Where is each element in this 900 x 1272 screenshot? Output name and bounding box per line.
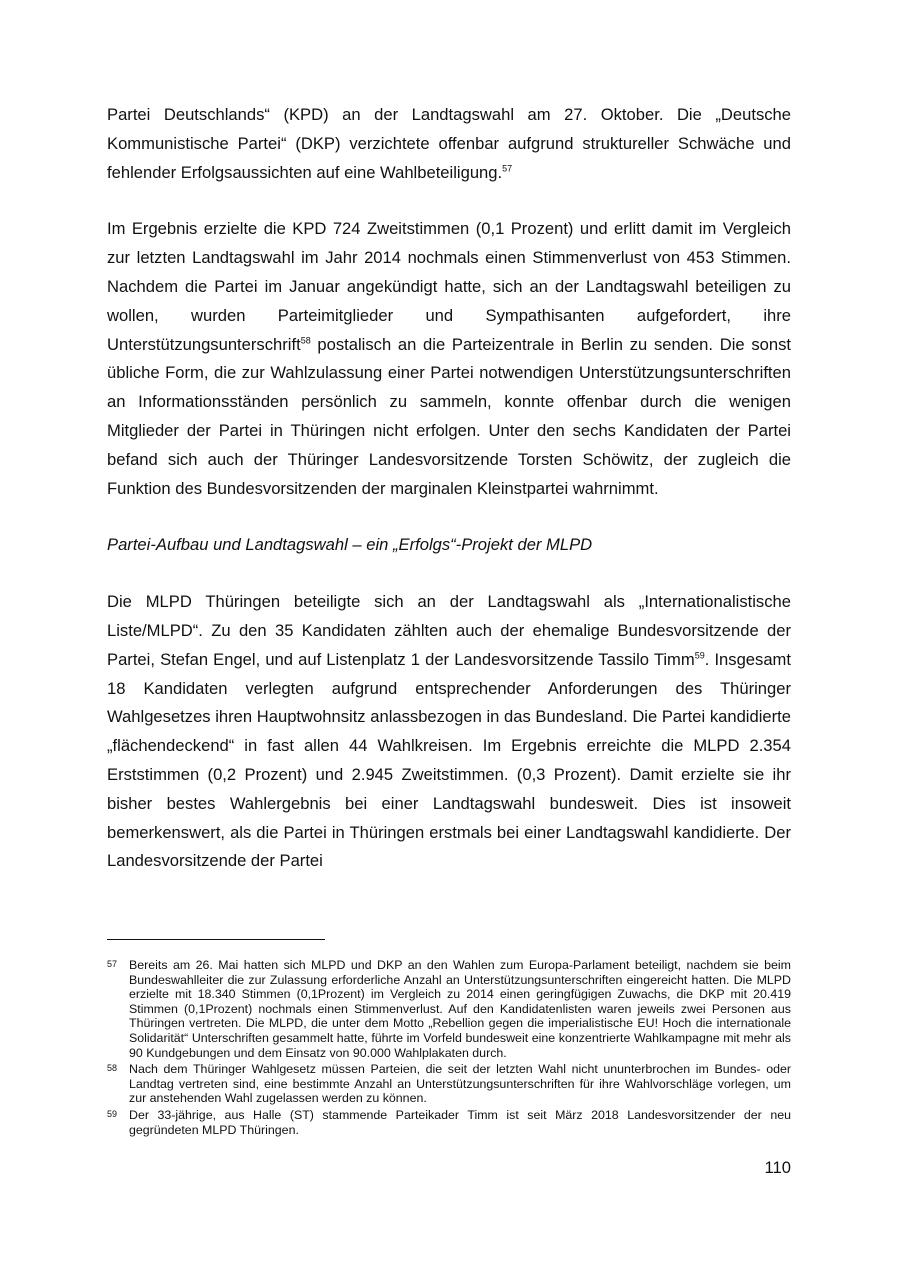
footnote-59 xyxy=(107,1108,791,1137)
paragraph-kpd-result xyxy=(107,215,791,503)
paragraph-text: postalisch an die Parteizentrale in Berlin zu senden. Die sonst übliche Form, die zur Wahlzulassung einer Partei notwendigen Unterstützungsunterschriften an Informationsständen persönlich zu sammeln, konnte offenbar durch die wenigen Mitglieder der Partei in Thüringen nicht erfolgen. Unter den sechs Kandidaten der Partei befand sich auch der Thüringer Landesvorsitzende Torsten Schöwitz, der zugleich die Funktion des Bundesvorsitzenden der marginalen Kleinstpartei wahrnimmt. xyxy=(107,334,791,498)
footnote-text: Der 33-jährige, aus Halle (ST) stammende Parteikader Timm ist seit März 2018 Landesvorsitzender der neu gegründeten MLPD Thüringen. xyxy=(129,1107,791,1137)
paragraph-mlpd xyxy=(107,588,791,876)
footnotes xyxy=(107,958,791,1139)
footnote-text: Nach dem Thüringer Wahlgesetz müssen Parteien, die seit der letzten Wahl nicht ununterbrochen im Bundes- oder Landtag vertreten sind, eine bestimmte Anzahl an Unterstützungsunterschriften für ihre Wahlvorschläge vorlegen, um zur anstehenden Wahl zugelassen werden zu können. xyxy=(129,1062,791,1106)
footnote-58 xyxy=(107,1062,791,1106)
footnote-number: 58 xyxy=(107,1063,118,1074)
footnote-57 xyxy=(107,958,791,1060)
page-number: 110 xyxy=(764,1158,791,1177)
footnote-divider xyxy=(107,939,325,940)
footnote-ref-57[interactable]: 57 xyxy=(502,163,513,174)
footnote-ref-58[interactable]: 58 xyxy=(300,335,311,346)
paragraph-text: Partei Deutschlands“ (KPD) an der Landtagswahl am 27. Oktober. Die „Deutsche Kommunistische Partei“ (DKP) verzichtete offenbar aufgrund struktureller Schwäche und fehlender Erfolgsaussichten auf eine Wahlbeteiligung. xyxy=(107,105,791,182)
footnote-text: Bereits am 26. Mai hatten sich MLPD und DKP an den Wahlen zum Europa-Parlament beteiligt, nachdem sie beim Bundeswahlleiter die zur Zulassung erforderliche Anzahl an Unterstützungsunterschriften eingereicht hatten. Die MLPD erzielte mit 18.340 Stimmen (0,1Prozent) im Vergleich zu 2014 einen geringfügigen Zuwachs, die DKP mit 20.419 Stimmen (0,1Prozent) nochmals einen Stimmenverlust. Auf den Kandidatenlisten waren jeweils zwei Personen aus Thüringen vertreten. Die MLPD, die unter dem Motto „Rebellion gegen die imperialistische EU! Hoch die internationale Solidarität“ Unterschriften gesammelt hatte, führte im Vorfeld bundesweit eine konzentrierte Wahlkampagne mit mehr als 90 Kundgebungen und dem Einsatz von 90.000 Wahlplakaten durch. xyxy=(129,958,791,1060)
footnote-number: 59 xyxy=(107,1108,118,1119)
paragraph-kpd-intro xyxy=(107,101,791,187)
section-heading: Partei-Aufbau und Landtagswahl – ein „Erfolgs“-Projekt der MLPD xyxy=(107,535,593,555)
paragraph-text: Im Ergebnis erzielte die KPD 724 Zweitstimmen (0,1 Prozent) und erlitt damit im Vergleich zur letzten Landtagswahl im Jahr 2014 nochmals einen Stimmenverlust von 453 Stimmen. Nachdem die Partei im Januar angekündigt hatte, sich an der Landtagswahl beteiligen zu wollen, wurden Parteimitglieder und Sympathisanten aufgefordert, ihre Unterstützungsunterschrift xyxy=(107,219,791,354)
paragraph-text: Die MLPD Thüringen beteiligte sich an der Landtagswahl als „Internationalistische Liste/MLPD“. Zu den 35 Kandidaten zählten auch der ehemalige Bundesvorsitzende der Partei, Stefan Engel, und auf Listenplatz 1 der Landesvorsitzende Tassilo Timm xyxy=(107,592,791,669)
footnote-number: 57 xyxy=(107,959,118,969)
footnote-ref-59[interactable]: 59 xyxy=(694,650,705,661)
paragraph-text: . Insgesamt 18 Kandidaten verlegten aufgrund entsprechender Anforderungen des Thüringer Wahlgesetzes ihren Hauptwohnsitz anlassbezogen in das Bundesland. Die Partei kandidierte „flächendeckend“ in fast allen 44 Wahlkreisen. Im Ergebnis erreichte die MLPD 2.354 Erststimmen (0,2 Prozent) und 2.945 Zweitstimmen. (0,3 Prozent). Damit erzielte sie ihr bisher bestes Wahlergebnis bei einer Landtagswahl bundesweit. Dies ist insoweit bemerkenswert, als die Partei in Thüringen erstmals bei einer Landtagswahl kandidierte. Der Landesvorsitzende der Partei xyxy=(107,649,791,871)
body-text xyxy=(107,101,791,876)
